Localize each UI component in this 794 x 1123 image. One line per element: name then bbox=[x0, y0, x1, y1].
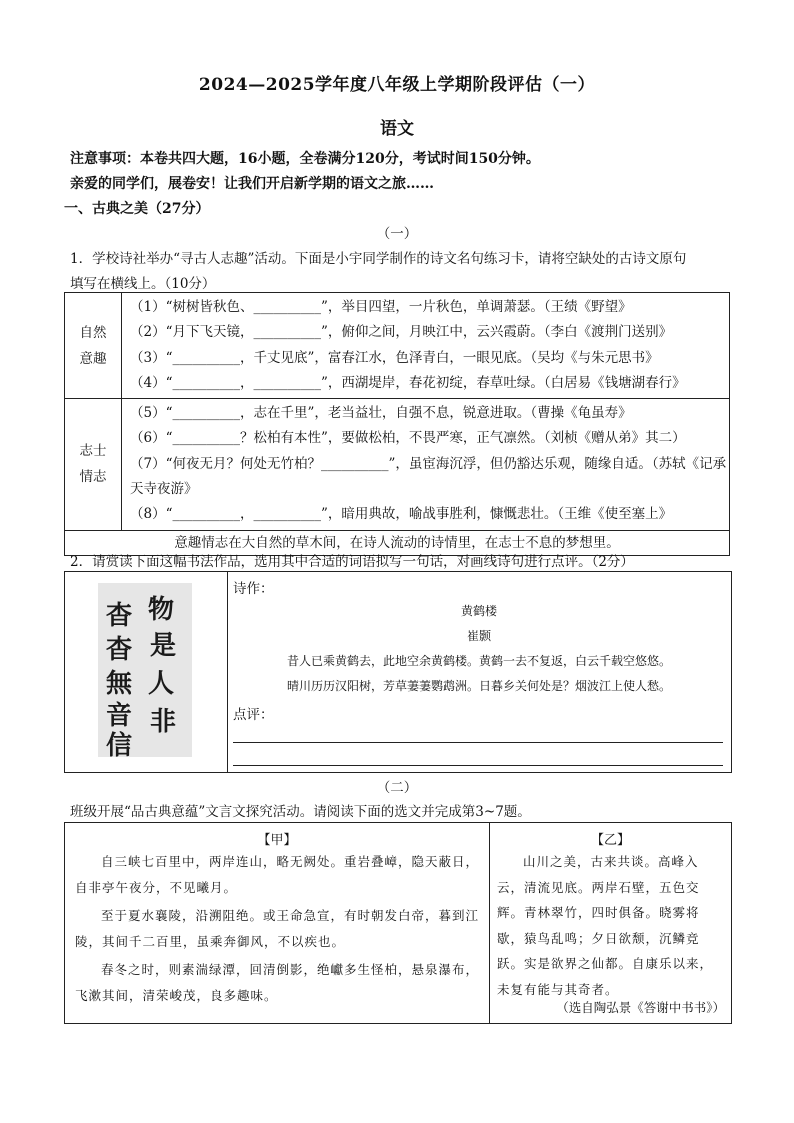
exam-title: 2024—2025学年度八年级上学期阶段评估（一） bbox=[198, 75, 596, 95]
fill-line: （4）“__________，__________”，西湖堤岸，春花初绽，春草吐绿。（白居易《钱塘湖春行》 bbox=[130, 374, 686, 391]
calligraphy-char: 非 bbox=[150, 707, 177, 737]
answer-line bbox=[233, 765, 723, 766]
column-divider bbox=[489, 823, 490, 1023]
part2-marker: （二） bbox=[376, 780, 418, 796]
q1-text-2: 填写在横线上。（10分） bbox=[70, 276, 216, 292]
passages-box bbox=[64, 822, 732, 1024]
lines-cell bbox=[122, 399, 730, 530]
fill-line: （5）“__________，志在千里”，老当益壮，自强不息，锐意进取。（曹操《龟虽寿》 bbox=[130, 405, 632, 422]
lines-cell bbox=[122, 293, 730, 399]
poem-title: 黄鹤楼 bbox=[460, 604, 497, 618]
greeting: 亲爱的同学们，展卷安！让我们开启新学期的语文之旅…… bbox=[70, 176, 434, 192]
calligraphy-char: 是 bbox=[150, 631, 177, 661]
calligraphy-char: 無 bbox=[106, 669, 133, 699]
calligraphy-char: 杳 bbox=[106, 635, 133, 665]
table-footer: 意趣情志在大自然的草木间，在诗人流动的诗情里，在志士不息的梦想里。 bbox=[65, 530, 730, 555]
calligraphy-char: 杳 bbox=[106, 601, 133, 631]
comment-label: 点评： bbox=[233, 707, 274, 723]
calligraphy-char: 人 bbox=[148, 669, 175, 699]
subject-title: 语文 bbox=[380, 119, 414, 139]
passage-a-paragraph: 春冬之时，则素湍绿潭，回清倒影，绝巘多生怪柏，悬泉瀑布，飞漱其间，清荣峻茂，良多趣味。 bbox=[75, 962, 480, 1003]
calligraphy-box bbox=[64, 571, 732, 773]
calligraphy-cell bbox=[65, 572, 228, 772]
poem-author: 崔颢 bbox=[466, 629, 491, 643]
part2-intro: 班级开展“品古典意蕴”文言文探究活动。请阅读下面的选文并完成第3~7题。 bbox=[70, 804, 531, 820]
calligraphy-char: 音 bbox=[106, 701, 133, 731]
poem-fill-table bbox=[64, 292, 730, 556]
calligraphy-char: 物 bbox=[148, 595, 175, 625]
poem-label: 诗作： bbox=[233, 581, 274, 597]
notice: 注意事项：本卷共四大题，16小题，全卷满分120分，考试时间150分钟。 bbox=[70, 151, 540, 167]
passage-a-heading: 【甲】 bbox=[257, 833, 297, 848]
fill-line: （1）“树树皆秋色、__________”，举目四望，一片秋色，单调萧瑟。（王绩《野望》 bbox=[130, 299, 632, 315]
table-group-nature bbox=[65, 293, 730, 399]
passage-b-text: 山川之美，古来共谈。高峰入云，清流见底。两岸石壁，五色交辉。青林翠竹，四时俱备。晓雾将歇，猿鸟乱鸣；夕日欲颓，沉鳞竞跃。实是欲界之仙都。自康乐以来，未复有能与其奇者。 bbox=[497, 854, 714, 997]
q1-text: 1．学校诗社举办“寻古人志趣”活动。下面是小宇同学制作的诗文名句练习卡，请将空缺处的古诗文原句 bbox=[70, 251, 687, 267]
fill-line: （8）“__________，__________”，暗用典故，喻战事胜利，慷慨悲壮。（王维《使至塞上》 bbox=[130, 506, 673, 523]
q2-text: 2．请赏读下面这幅书法作品，选用其中合适的词语拟写一句话，对画线诗句进行点评。（2分） bbox=[70, 554, 634, 570]
fill-line: （6）“__________？松柏有本性”，要做松柏，不畏严寒，正气凛然。（刘桢《赠从弟》其二） bbox=[130, 430, 686, 447]
passage-a-paragraph: 自三峡七百里中，两岸连山，略无阙处。重岩叠嶂，隐天蔽日，自非亭午夜分，不见曦月。 bbox=[75, 854, 480, 895]
calligraphy-image bbox=[98, 583, 192, 761]
table-group-ambition bbox=[65, 399, 730, 530]
fill-line: （2）“月下飞天镜，__________”，俯仰之间，月映江中，云兴霞蔚。（李白《渡荆门送别》 bbox=[130, 324, 673, 341]
poem-line: 晴川历历汉阳树，芳草萋萋鹦鹉洲。日暮乡关何处是？烟波江上使人愁。 bbox=[286, 679, 671, 693]
category-cell: 志士 情志 bbox=[65, 399, 122, 530]
fill-line: （7）“何夜无月？何处无竹柏？__________”，虽宦海沉浮，但仍豁达乐观，随缘自适。（苏轼《记承天寺夜游》 bbox=[130, 455, 727, 498]
calligraphy-char: 信 bbox=[106, 731, 133, 761]
answer-line bbox=[233, 742, 723, 743]
section-heading: 一、古典之美（27分） bbox=[64, 201, 210, 217]
poem-line: 昔人已乘黄鹤去，此地空余黄鹤楼。黄鹤一去不复返，白云千载空悠悠。 bbox=[286, 654, 671, 668]
category-cell: 自然 意趣 bbox=[65, 293, 122, 399]
passage-a-paragraph: 至于夏水襄陵，沿溯阻绝。或王命急宣，有时朝发白帝，暮到江陵，其间千二百里，虽乘奔御风，不以疾也。 bbox=[75, 908, 480, 949]
passage-b-heading: 【乙】 bbox=[590, 833, 630, 848]
passage-b-source: （选自陶弘景《答谢中书书》） bbox=[556, 1000, 725, 1015]
fill-line: （3）“__________，千丈见底”，富春江水，色泽青白，一眼见底。（吴均《与朱元思书》 bbox=[130, 349, 659, 366]
part1-marker: （一） bbox=[376, 226, 418, 242]
